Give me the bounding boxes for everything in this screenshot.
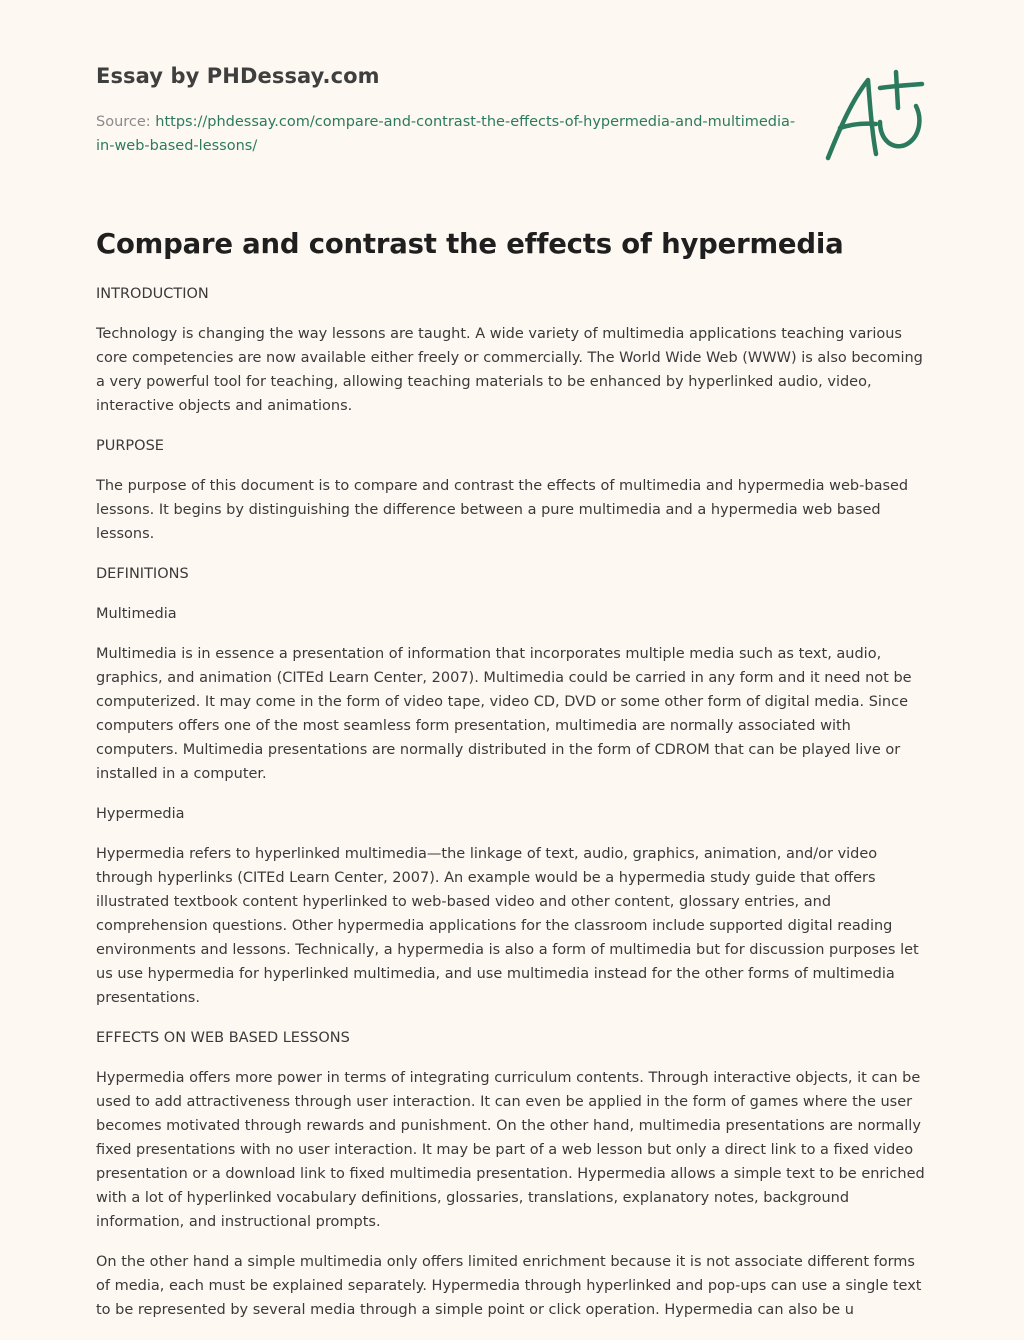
essay-paragraph: Hypermedia <box>96 806 185 822</box>
essay-body <box>96 282 930 1322</box>
source-link[interactable]: https://phdessay.com/compare-and-contrast-the-effects-of-hypermedia-and-multimedia-in-web-based-lessons/ <box>96 114 796 154</box>
essay-paragraph: EFFECTS ON WEB BASED LESSONS <box>96 1030 350 1046</box>
essay-paragraph: INTRODUCTION <box>96 286 209 302</box>
essay-paragraph: Hypermedia refers to hyperlinked multimedia—the linkage of text, audio, graphics, animation, and/or video through hyperlinks (CITEd Learn Center, 2007). An example would be a hypermedia study guide that offers illustrated textbook content hyperlinked to web-based video and other content, glossary entries, and comprehension questions. Other hypermedia applications for the classroom include supported digital reading environments and lessons. Technically, a hypermedia is also a form of multimedia but for discussion purposes let us use hypermedia for hyperlinked multimedia, and use multimedia instead for the other forms of multimedia presentations. <box>96 846 919 1006</box>
essay-paragraph: Multimedia is in essence a presentation of information that incorporates multiple media such as text, audio, graphics, and animation (CITEd Learn Center, 2007). Multimedia could be carried in any form and it need not be computerized. It may come in the form of video tape, video CD, DVD or some other form of digital media. Since computers offers one of the most seamless form presentation, multimedia are normally associated with computers. Multimedia presentations are normally distributed in the form of CDROM that can be played live or installed in a computer. <box>96 646 912 782</box>
site-title: Essay by PHDessay.com <box>96 64 380 88</box>
page-title: Compare and contrast the effects of hypermedia <box>96 228 844 260</box>
essay-paragraph: Multimedia <box>96 606 177 622</box>
essay-paragraph: Hypermedia offers more power in terms of integrating curriculum contents. Through interactive objects, it can be used to add attractiveness through user interaction. It can even be applied in the form of games where the user becomes motivated through rewards and punishment. On the other hand, multimedia presentations are normally fixed presentations with no user interaction. It may be part of a web lesson but only a direct link to a fixed video presentation or a download link to fixed multimedia presentation. Hypermedia allows a simple text to be enriched with a lot of hyperlinked vocabulary definitions, glossaries, translations, explanatory notes, background information, and instructional prompts. <box>96 1070 925 1230</box>
essay-paragraph: Technology is changing the way lessons are taught. A wide variety of multimedia applications teaching various core competencies are now available either freely or commercially. The World Wide Web (WWW) is also becoming a very powerful tool for teaching, allowing teaching materials to be enhanced by hyperlinked audio, video, interactive objects and animations. <box>96 326 923 414</box>
a-plus-grade-logo-icon <box>818 66 932 166</box>
essay-paragraph: PURPOSE <box>96 438 164 454</box>
source-line <box>96 110 796 158</box>
source-label: Source: <box>96 114 151 130</box>
essay-content <box>96 224 930 1338</box>
essay-paragraph: The purpose of this document is to compare and contrast the effects of multimedia and hypermedia web-based lessons. It begins by distinguishing the difference between a pure multimedia and a hypermedia web based lessons. <box>96 478 909 542</box>
essay-paragraph: On the other hand a simple multimedia only offers limited enrichment because it is not associate different forms of media, each must be explained separately. Hypermedia through hyperlinked and pop-ups can use a single text to be represented by several media through a simple point or click operation. Hypermedia can also be u <box>96 1254 922 1318</box>
essay-paragraph: DEFINITIONS <box>96 566 189 582</box>
